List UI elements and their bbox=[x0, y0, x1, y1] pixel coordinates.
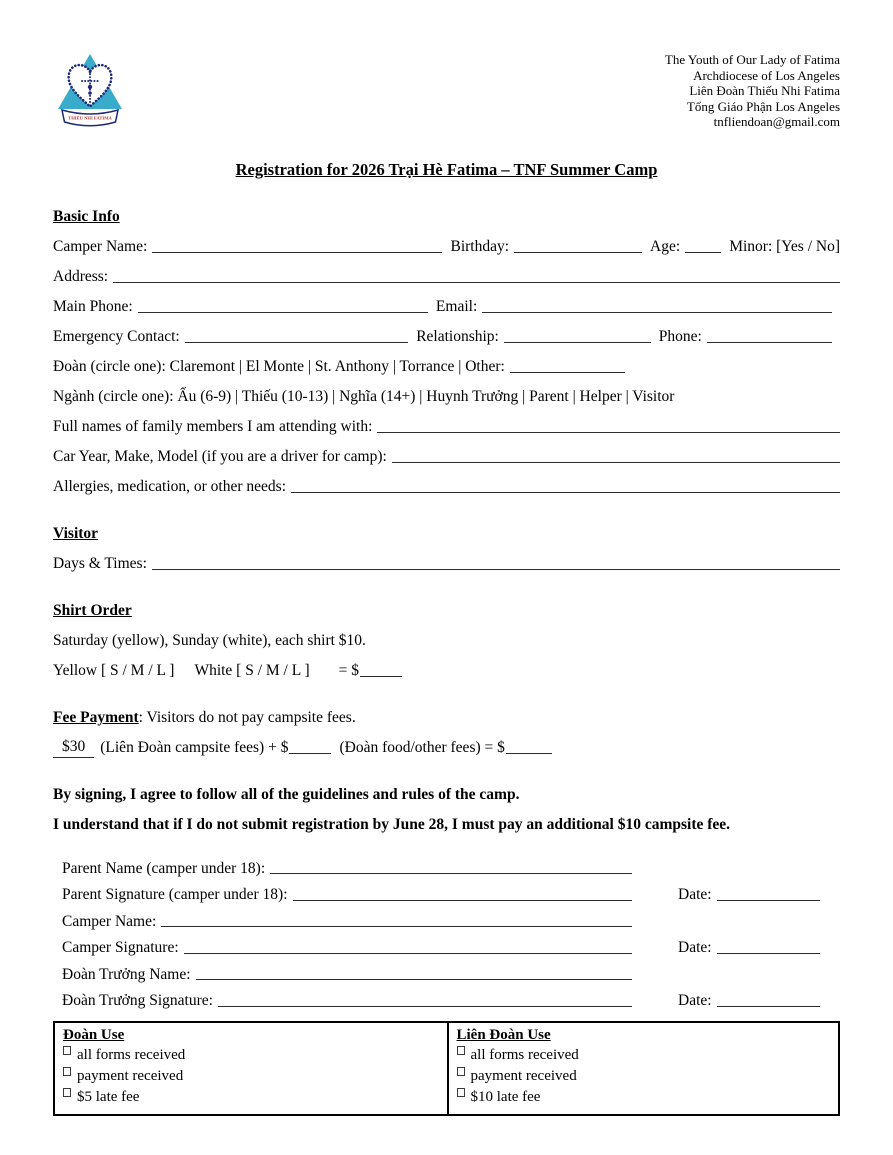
camper-name-sig-blank[interactable] bbox=[161, 925, 632, 927]
doan-use-heading: Đoàn Use bbox=[63, 1026, 125, 1043]
office-use-table bbox=[53, 1021, 840, 1116]
checkbox-icon[interactable] bbox=[457, 1067, 465, 1076]
parent-name-blank[interactable] bbox=[270, 872, 632, 874]
fee-payment-row bbox=[53, 696, 840, 728]
parent-name-row bbox=[62, 852, 820, 879]
camper-signature-blank[interactable] bbox=[184, 952, 632, 954]
checkbox-icon[interactable] bbox=[63, 1046, 71, 1055]
checkbox-item bbox=[63, 1066, 439, 1087]
allergies-label: Allergies, medication, or other needs: bbox=[53, 478, 287, 496]
yellow-shirt-label: Yellow [ S / M / L ] bbox=[53, 662, 175, 680]
camper-name-blank[interactable] bbox=[152, 251, 442, 253]
shirt-info-label: Saturday (yellow), Sunday (white), each shirt $10. bbox=[53, 632, 366, 650]
days-times-row bbox=[53, 544, 840, 574]
fee-payment-heading: Fee Payment bbox=[53, 709, 139, 727]
parent-signature-label: Parent Signature (camper under 18): bbox=[62, 886, 288, 904]
allergies-row bbox=[53, 467, 840, 497]
camper-name-sig-label: Camper Name: bbox=[62, 912, 157, 930]
org-line-3: Liên Đoàn Thiếu Nhi Fatima bbox=[689, 83, 840, 98]
shirt-size-row bbox=[53, 651, 840, 681]
checkbox-label: $10 late fee bbox=[470, 1088, 541, 1105]
allergies-blank[interactable] bbox=[291, 491, 840, 493]
lien-doan-use-cell bbox=[447, 1023, 839, 1114]
doan-circle-one-label: Đoàn (circle one): Claremont | El Monte | St. Anthony | Torrance | Other: bbox=[53, 358, 505, 376]
doan-truong-signature-blank[interactable] bbox=[218, 1005, 632, 1007]
age-label: Age: bbox=[650, 238, 681, 256]
relationship-blank[interactable] bbox=[504, 341, 651, 343]
emergency-contact-blank[interactable] bbox=[185, 341, 409, 343]
org-line-2: Archdiocese of Los Angeles bbox=[693, 67, 840, 83]
birthday-label: Birthday: bbox=[450, 238, 510, 256]
lien-doan-fee-label: (Liên Đoàn campsite fees) + $ bbox=[100, 739, 289, 757]
tnf-logo bbox=[53, 48, 125, 138]
doan-fee-label: (Đoàn food/other fees) = $ bbox=[339, 739, 505, 757]
doan-row bbox=[53, 347, 840, 377]
checkbox-icon[interactable] bbox=[457, 1046, 465, 1055]
doan-truong-signature-row bbox=[62, 984, 820, 1011]
camper-name-sig-row bbox=[62, 905, 820, 932]
camper-signature-label: Camper Signature: bbox=[62, 939, 179, 957]
camper-name-label: Camper Name: bbox=[53, 238, 148, 256]
agreement-line-2: I understand that if I do not submit registration by June 28, I must pay an additional $10 campsite fee. bbox=[53, 816, 731, 834]
shirt-order-heading: Shirt Order bbox=[53, 602, 132, 620]
tnf-logo-icon bbox=[55, 48, 125, 132]
checkbox-item bbox=[457, 1045, 831, 1066]
date-label: Date: bbox=[678, 939, 712, 957]
car-label: Car Year, Make, Model (if you are a driver for camp): bbox=[53, 448, 387, 466]
agreement-line-1: By signing, I agree to follow all of the guidelines and rules of the camp. bbox=[53, 786, 520, 804]
checkbox-item bbox=[63, 1087, 439, 1108]
white-shirt-label: White [ S / M / L ] bbox=[194, 662, 310, 680]
org-email: tnfliendoan@gmail.com bbox=[713, 114, 840, 129]
visitor-heading: Visitor bbox=[53, 525, 99, 543]
doan-truong-signature-label: Đoàn Trưởng Signature: bbox=[62, 992, 213, 1010]
doan-use-cell bbox=[55, 1023, 447, 1114]
checkbox-icon[interactable] bbox=[63, 1088, 71, 1097]
phone-email-row bbox=[53, 287, 840, 317]
family-members-blank[interactable] bbox=[377, 431, 840, 433]
family-members-row bbox=[53, 407, 840, 437]
fee-payment-note: : Visitors do not pay campsite fees. bbox=[138, 709, 356, 727]
agreement-row-2 bbox=[53, 805, 840, 835]
checkbox-icon[interactable] bbox=[63, 1067, 71, 1076]
date-label: Date: bbox=[678, 992, 712, 1010]
checkbox-label: $5 late fee bbox=[77, 1088, 140, 1105]
fee-calc-row bbox=[53, 728, 840, 758]
family-members-label: Full names of family members I am attending with: bbox=[53, 418, 373, 436]
date-label: Date: bbox=[678, 886, 712, 904]
main-phone-label: Main Phone: bbox=[53, 298, 133, 316]
date-blank[interactable] bbox=[717, 952, 820, 954]
days-times-label: Days & Times: bbox=[53, 555, 147, 573]
emergency-phone-blank[interactable] bbox=[707, 341, 832, 343]
emergency-phone-label: Phone: bbox=[658, 328, 702, 346]
parent-name-label: Parent Name (camper under 18): bbox=[62, 859, 266, 877]
org-line-1: The Youth of Our Lady of Fatima bbox=[664, 52, 840, 67]
checkbox-label: payment received bbox=[470, 1067, 577, 1084]
shirt-info-row bbox=[53, 621, 840, 651]
agreement-row-1 bbox=[53, 775, 840, 805]
doan-truong-name-blank[interactable] bbox=[196, 978, 632, 980]
shirt-total-label: = $ bbox=[338, 662, 360, 680]
minor-label: Minor: [Yes / No] bbox=[729, 238, 840, 256]
checkbox-item bbox=[457, 1066, 831, 1087]
relationship-label: Relationship: bbox=[416, 328, 499, 346]
car-blank[interactable] bbox=[392, 461, 840, 463]
checkbox-label: payment received bbox=[77, 1067, 184, 1084]
checkbox-label: all forms received bbox=[77, 1046, 186, 1063]
address-row bbox=[53, 257, 840, 287]
doan-other-blank[interactable] bbox=[510, 371, 625, 373]
days-times-blank[interactable] bbox=[152, 568, 840, 570]
nganh-row bbox=[53, 377, 840, 407]
date-blank[interactable] bbox=[717, 899, 820, 901]
date-blank[interactable] bbox=[717, 1005, 820, 1007]
total-fee-blank[interactable] bbox=[506, 752, 552, 754]
age-blank[interactable] bbox=[685, 251, 721, 253]
checkbox-item bbox=[457, 1087, 831, 1108]
parent-signature-row bbox=[62, 878, 820, 905]
emergency-row bbox=[53, 317, 840, 347]
form-title: Registration for 2026 Trại Hè Fatima – TNF Summer Camp bbox=[235, 160, 658, 179]
car-row bbox=[53, 437, 840, 467]
basic-info-heading: Basic Info bbox=[53, 208, 120, 226]
email-label: Email: bbox=[435, 298, 478, 316]
signature-block bbox=[53, 852, 840, 1011]
page-header bbox=[53, 48, 840, 144]
svg-text:THIẾU NHI FATIMA: THIẾU NHI FATIMA bbox=[68, 115, 112, 121]
org-line-4: Tổng Giáo Phận Los Angeles bbox=[686, 98, 840, 114]
checkbox-icon[interactable] bbox=[457, 1088, 465, 1097]
address-label: Address: bbox=[53, 268, 109, 286]
camper-name-row bbox=[53, 227, 840, 257]
campsite-fee-amount: $30 bbox=[53, 738, 94, 758]
nganh-circle-one-label: Ngành (circle one): Ấu (6-9) | Thiếu (10-13) | Nghĩa (14+) | Huynh Trưởng | Parent | Helper | Visitor bbox=[53, 388, 675, 406]
lien-doan-use-heading: Liên Đoàn Use bbox=[456, 1026, 551, 1043]
organization-block bbox=[665, 48, 840, 130]
camper-signature-row bbox=[62, 931, 820, 958]
address-blank[interactable] bbox=[113, 281, 840, 283]
shirt-total-blank[interactable] bbox=[360, 675, 402, 677]
emergency-contact-label: Emergency Contact: bbox=[53, 328, 180, 346]
parent-signature-blank[interactable] bbox=[293, 899, 632, 901]
checkbox-item bbox=[63, 1045, 439, 1066]
birthday-blank[interactable] bbox=[514, 251, 642, 253]
email-blank[interactable] bbox=[482, 311, 832, 313]
main-phone-blank[interactable] bbox=[138, 311, 428, 313]
doan-truong-name-row bbox=[62, 958, 820, 985]
doan-fee-blank[interactable] bbox=[289, 752, 331, 754]
doan-truong-name-label: Đoàn Trưởng Name: bbox=[62, 965, 191, 983]
checkbox-label: all forms received bbox=[470, 1046, 579, 1063]
